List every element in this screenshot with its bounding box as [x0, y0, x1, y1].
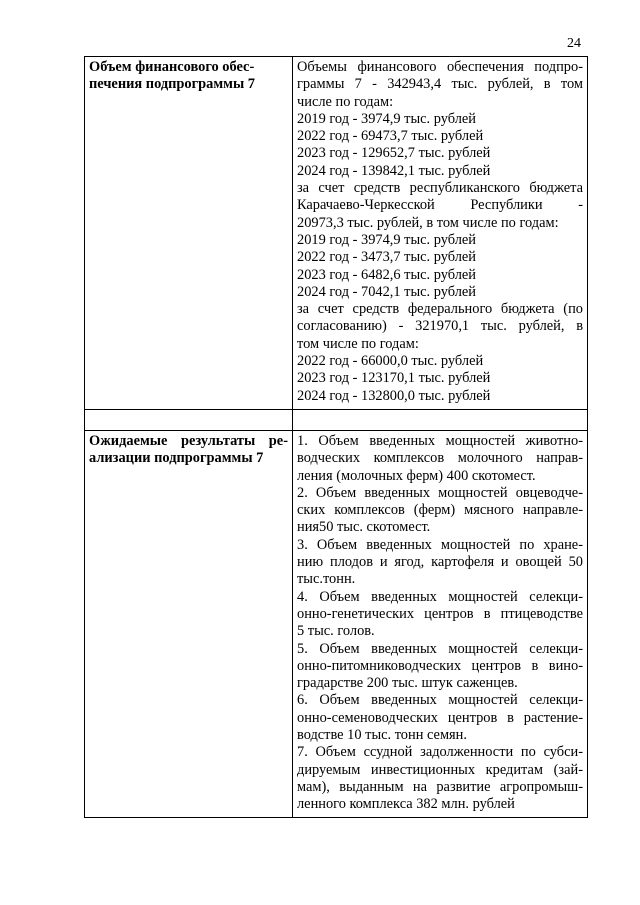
spacer-cell: [85, 409, 293, 430]
results-text-line: 5 тыс. голов.: [297, 623, 375, 640]
funding-text-line: числе по годам:: [297, 93, 394, 110]
results-text-line: ских комплексов (ферм) мясного направле-: [297, 502, 583, 519]
funding-text-line: граммы 7 - 342943,4 тыс. рублей, в том: [297, 76, 583, 93]
funding-text-line: 2024 год - 7042,1 тыс. рублей: [297, 283, 476, 300]
funding-text-line: 2022 год - 66000,0 тыс. рублей: [297, 353, 484, 370]
results-text-line: водческих комплексов молочного направ-: [297, 450, 583, 467]
results-text-line: онно-семеноводческих центров в растение-: [297, 709, 583, 726]
funding-text-line: 2024 год - 139842,1 тыс. рублей: [297, 162, 491, 179]
results-label-cell: [85, 430, 293, 818]
funding-text-line: 20973,3 тыс. рублей, в том числе по годам:: [297, 214, 559, 231]
funding-label-cell: [85, 57, 293, 410]
passport-table: [84, 56, 588, 818]
funding-text-line: 2019 год - 3974,9 тыс. рублей: [297, 110, 476, 127]
spacer-cell: [293, 409, 588, 430]
results-text-line: ния50 тыс. скотомест.: [297, 519, 431, 536]
funding-text-line: том числе по годам:: [297, 335, 419, 352]
page-number: 24: [567, 36, 581, 51]
funding-label-line: Объем финансового обес-: [89, 59, 255, 75]
results-content-cell: [293, 430, 588, 818]
funding-content-cell: [293, 57, 588, 410]
results-text-line: мам), выданным на развитие агропромыш-: [297, 778, 583, 795]
results-text-line: 1. Объем введенных мощностей животно-: [297, 432, 583, 449]
table-row-results: [85, 430, 588, 818]
funding-text-line: за счет средств федерального бюджета (по: [297, 301, 583, 318]
results-text-line: градарстве 200 тыс. штук саженцев.: [297, 675, 518, 692]
funding-text-line: 2022 год - 69473,7 тыс. рублей: [297, 128, 484, 145]
results-text-line: водстве 10 тыс. тонн семян.: [297, 726, 467, 743]
funding-text-line: согласованию) - 321970,1 тыс. рублей, в: [297, 318, 583, 335]
results-text-line: ленного комплекса 382 млн. рублей: [297, 796, 515, 813]
funding-text-line: за счет средств республиканского бюджета: [297, 180, 583, 197]
results-label-line: Ожидаемые результаты ре-: [89, 432, 288, 449]
table-row-spacer: [85, 409, 588, 430]
funding-text-line: Объемы финансового обеспечения подпро-: [297, 59, 583, 75]
results-label-line: ализации подпрограммы 7: [89, 450, 264, 467]
funding-text-line: 2022 год - 3473,7 тыс. рублей: [297, 249, 476, 266]
results-text-line: тыс.тонн.: [297, 571, 356, 588]
results-text-line: онно-питомниководческих центров в вино-: [297, 657, 583, 674]
results-text-line: дируемым инвестиционных кредитам (зай-: [297, 761, 583, 778]
funding-label-line: печения подпрограммы 7: [89, 76, 255, 93]
results-text-line: ления (молочных ферм) 400 скотомест.: [297, 467, 536, 484]
funding-text-line: 2023 год - 6482,6 тыс. рублей: [297, 266, 476, 283]
funding-text-line: Карачаево-Черкесской Республики -: [297, 197, 583, 214]
results-text-line: нию плодов и ягод, картофеля и овощей 50: [297, 554, 583, 571]
funding-text-line: 2023 год - 129652,7 тыс. рублей: [297, 145, 491, 162]
funding-text-line: 2023 год - 123170,1 тыс. рублей: [297, 370, 491, 387]
funding-text-line: 2019 год - 3974,9 тыс. рублей: [297, 231, 476, 248]
table-row-funding: [85, 57, 588, 410]
results-text-line: 6. Объем введенных мощностей селекци-: [297, 692, 583, 709]
results-text-line: 5. Объем введенных мощностей селекци-: [297, 640, 583, 657]
funding-text-line: 2024 год - 132800,0 тыс. рублей: [297, 387, 491, 404]
results-text-line: 3. Объем введенных мощностей по хране-: [297, 536, 583, 553]
results-text-line: 4. Объем введенных мощностей селекци-: [297, 588, 583, 605]
results-text-line: онно-генетических центров в птицеводстве: [297, 605, 583, 622]
results-text-line: 7. Объем ссудной задолженности по субси-: [297, 744, 583, 761]
results-text-line: 2. Объем введенных мощностей овцеводче-: [297, 484, 583, 501]
